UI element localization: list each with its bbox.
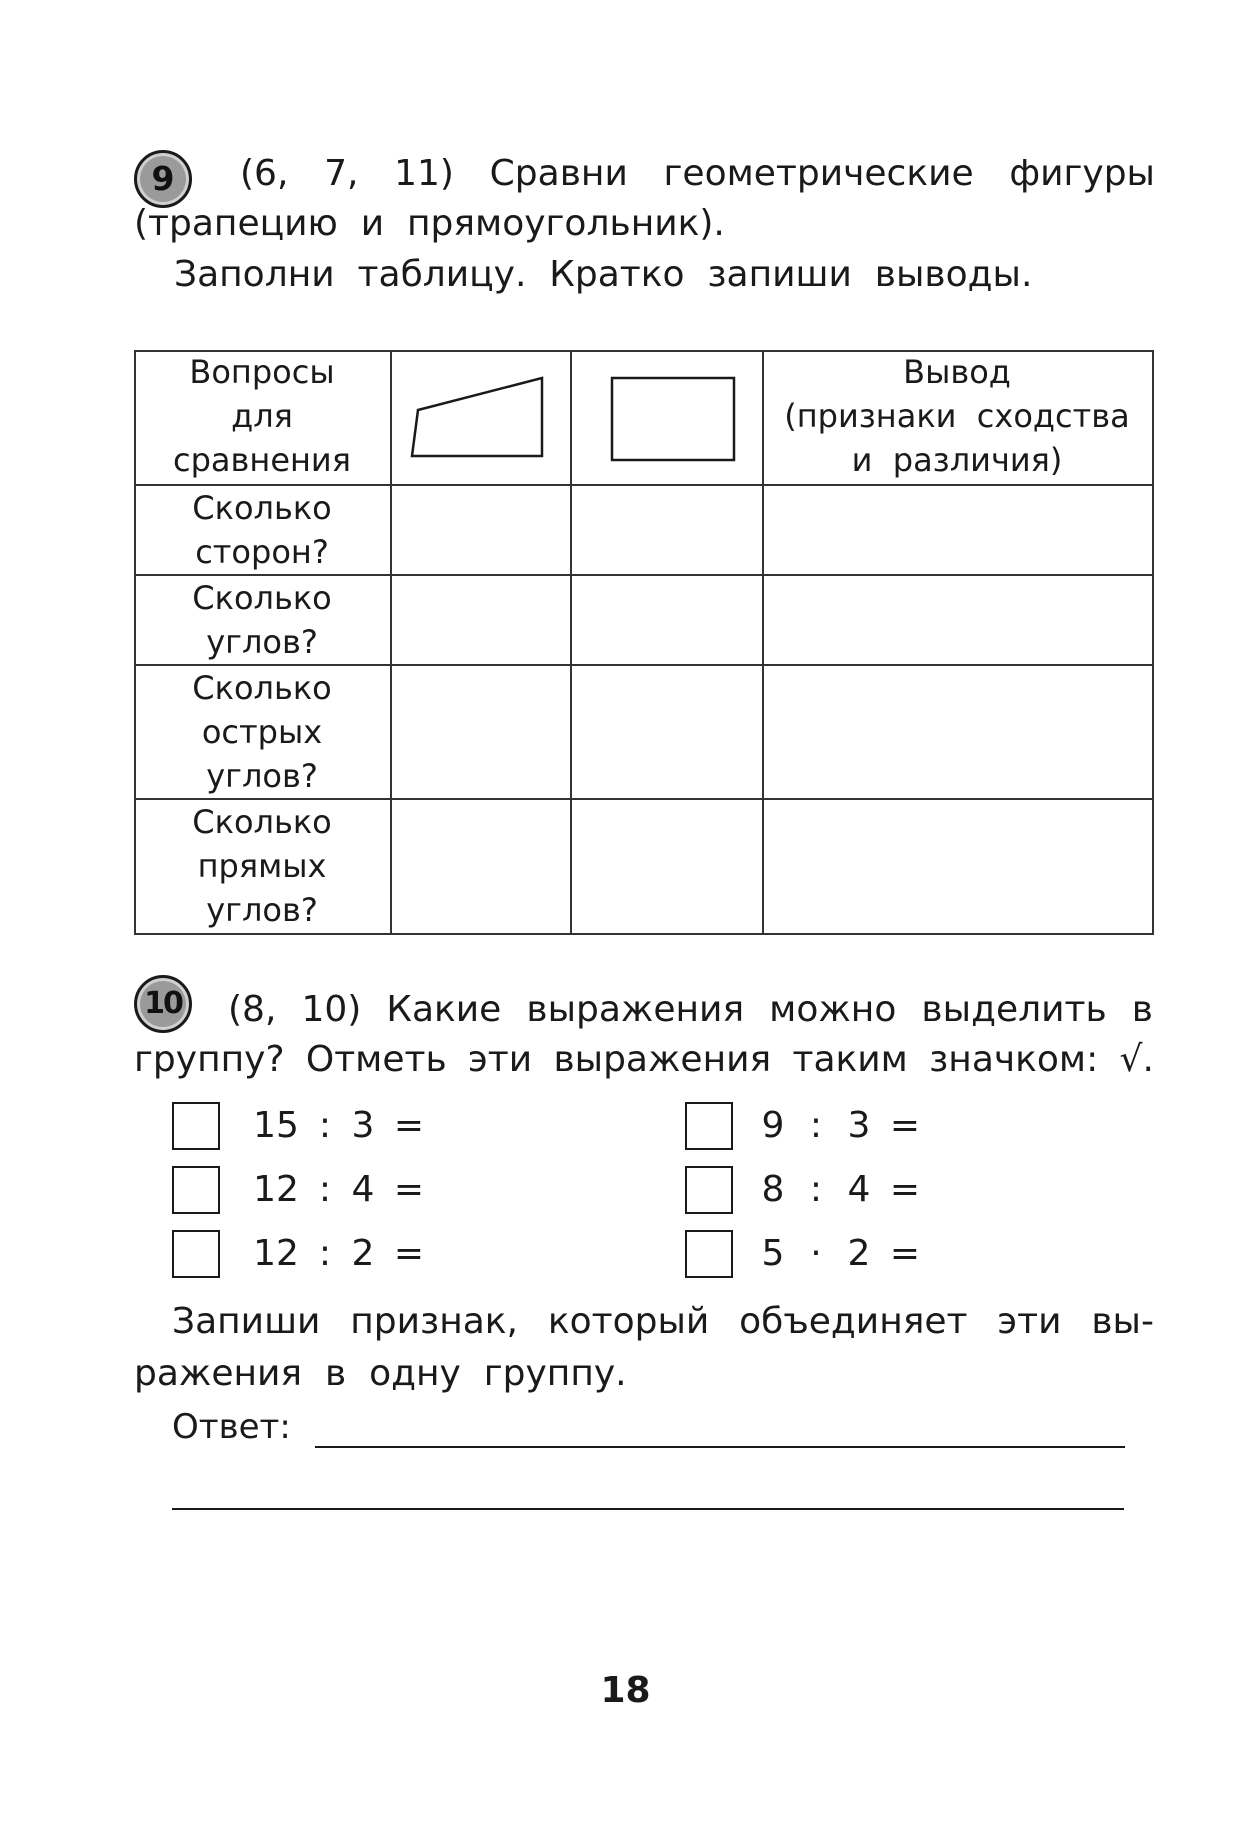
task-10-line-1 xyxy=(228,988,1153,1031)
checkbox-expr-15-3[interactable] xyxy=(172,1102,220,1150)
word: 7, xyxy=(324,153,359,194)
checkbox-expr-8-4[interactable] xyxy=(685,1166,733,1214)
word: 10) xyxy=(301,989,362,1030)
word: выделить xyxy=(921,989,1107,1030)
header-line: сравнения xyxy=(173,441,351,479)
header-questions xyxy=(134,350,390,482)
check-mark-sample: √. xyxy=(1119,1039,1154,1080)
operand: 2 xyxy=(847,1233,871,1274)
row-question-acute-angles xyxy=(134,666,390,798)
word: который xyxy=(547,1301,710,1342)
answer-cell[interactable] xyxy=(392,486,570,574)
equals: = xyxy=(889,1233,921,1274)
word: (6, xyxy=(240,153,289,194)
operator: : xyxy=(809,1105,823,1146)
word: значком: xyxy=(929,1039,1099,1080)
word: объединяет xyxy=(739,1301,968,1342)
word: можно xyxy=(769,989,897,1030)
answer-cell[interactable] xyxy=(572,486,762,574)
word: эти xyxy=(997,1301,1062,1342)
operand: 2 xyxy=(351,1233,375,1274)
task-9-line-1 xyxy=(240,152,1155,195)
equals: = xyxy=(393,1169,425,1210)
operand: 4 xyxy=(351,1169,375,1210)
question-line: Сколько xyxy=(192,579,332,617)
question-line: Сколько xyxy=(192,489,332,527)
word: группу? xyxy=(134,1039,285,1080)
row-question-angles xyxy=(134,576,390,664)
equals: = xyxy=(889,1105,921,1146)
question-line: сторон? xyxy=(195,533,329,571)
word: Какие xyxy=(386,989,502,1030)
word: в xyxy=(1131,989,1153,1030)
word: фигуры xyxy=(1009,153,1155,194)
word: Сравни xyxy=(489,153,628,194)
operand: 9 xyxy=(761,1105,785,1146)
task-10-instruction-line-1 xyxy=(172,1300,1154,1343)
answer-cell[interactable] xyxy=(392,800,570,933)
operand: 3 xyxy=(847,1105,871,1146)
expression xyxy=(250,1230,440,1278)
comparison-table xyxy=(134,350,1154,935)
task-10-line-2 xyxy=(134,1038,1154,1081)
operand: 4 xyxy=(847,1169,871,1210)
question-line: углов? xyxy=(206,891,318,929)
answer-cell[interactable] xyxy=(764,800,1152,933)
word: вы- xyxy=(1091,1301,1154,1342)
operand: 12 xyxy=(253,1169,299,1210)
task-10-instruction-line-2: ражения в одну группу. xyxy=(134,1353,627,1394)
trapezoid-icon xyxy=(390,350,570,484)
operand: 5 xyxy=(761,1233,785,1274)
question-line: Сколько xyxy=(192,803,332,841)
word: геометрические xyxy=(663,153,974,194)
task-9-badge: 9 xyxy=(134,150,192,208)
answer-label: Ответ: xyxy=(172,1407,291,1447)
word: эти xyxy=(468,1039,533,1080)
task-9-line-3: Заполни таблицу. Кратко запиши выводы. xyxy=(174,254,1033,295)
equals: = xyxy=(889,1169,921,1210)
word: выражения xyxy=(526,989,745,1030)
question-line: углов? xyxy=(206,757,318,795)
answer-cell[interactable] xyxy=(392,576,570,664)
operator: : xyxy=(318,1105,332,1146)
operand: 15 xyxy=(253,1105,299,1146)
row-question-right-angles xyxy=(134,800,390,932)
word: 11) xyxy=(394,153,454,194)
operand: 3 xyxy=(351,1105,375,1146)
expression xyxy=(758,1102,936,1150)
word: выражения xyxy=(553,1039,772,1080)
header-line: для xyxy=(231,397,293,435)
expression xyxy=(250,1102,440,1150)
question-line: углов? xyxy=(206,623,318,661)
answer-cell[interactable] xyxy=(572,800,762,933)
question-line: прямых xyxy=(197,847,327,885)
equals: = xyxy=(393,1105,425,1146)
checkbox-expr-9-3[interactable] xyxy=(685,1102,733,1150)
checkbox-expr-12-4[interactable] xyxy=(172,1166,220,1214)
word: (8, xyxy=(228,989,277,1030)
answer-cell[interactable] xyxy=(764,666,1152,798)
task-10-badge: 10 xyxy=(134,975,192,1033)
answer-line-1[interactable] xyxy=(315,1446,1125,1448)
header-line: Вопросы xyxy=(189,353,335,391)
header-line: Вывод xyxy=(903,353,1011,391)
word: признак, xyxy=(350,1301,518,1342)
page-number: 18 xyxy=(600,1670,651,1711)
equals: = xyxy=(393,1233,425,1274)
row-question-sides xyxy=(134,486,390,574)
answer-cell[interactable] xyxy=(392,666,570,798)
answer-cell[interactable] xyxy=(764,486,1152,574)
expression xyxy=(250,1166,440,1214)
operand: 12 xyxy=(253,1233,299,1274)
checkbox-expr-12-2[interactable] xyxy=(172,1230,220,1278)
header-line: и различия) xyxy=(851,441,1063,479)
operator: : xyxy=(809,1169,823,1210)
question-line: острых xyxy=(201,713,323,751)
word: Запиши xyxy=(172,1301,321,1342)
header-line: (признаки сходства xyxy=(784,397,1130,435)
question-line: Сколько xyxy=(192,669,332,707)
operator: : xyxy=(318,1233,332,1274)
operator: · xyxy=(810,1233,822,1274)
checkbox-expr-5-2[interactable] xyxy=(685,1230,733,1278)
task-9-line-2: (трапецию и прямоугольник). xyxy=(134,203,725,244)
answer-cell[interactable] xyxy=(572,666,762,798)
answer-cell[interactable] xyxy=(764,576,1152,664)
operand: 8 xyxy=(761,1169,785,1210)
header-conclusion xyxy=(762,350,1152,482)
answer-cell[interactable] xyxy=(572,576,762,664)
expression xyxy=(758,1230,936,1278)
operator: : xyxy=(318,1169,332,1210)
word: Отметь xyxy=(305,1039,447,1080)
answer-line-2[interactable] xyxy=(172,1508,1124,1510)
word: таким xyxy=(792,1039,908,1080)
rectangle-icon xyxy=(570,350,762,484)
expression xyxy=(758,1166,936,1214)
